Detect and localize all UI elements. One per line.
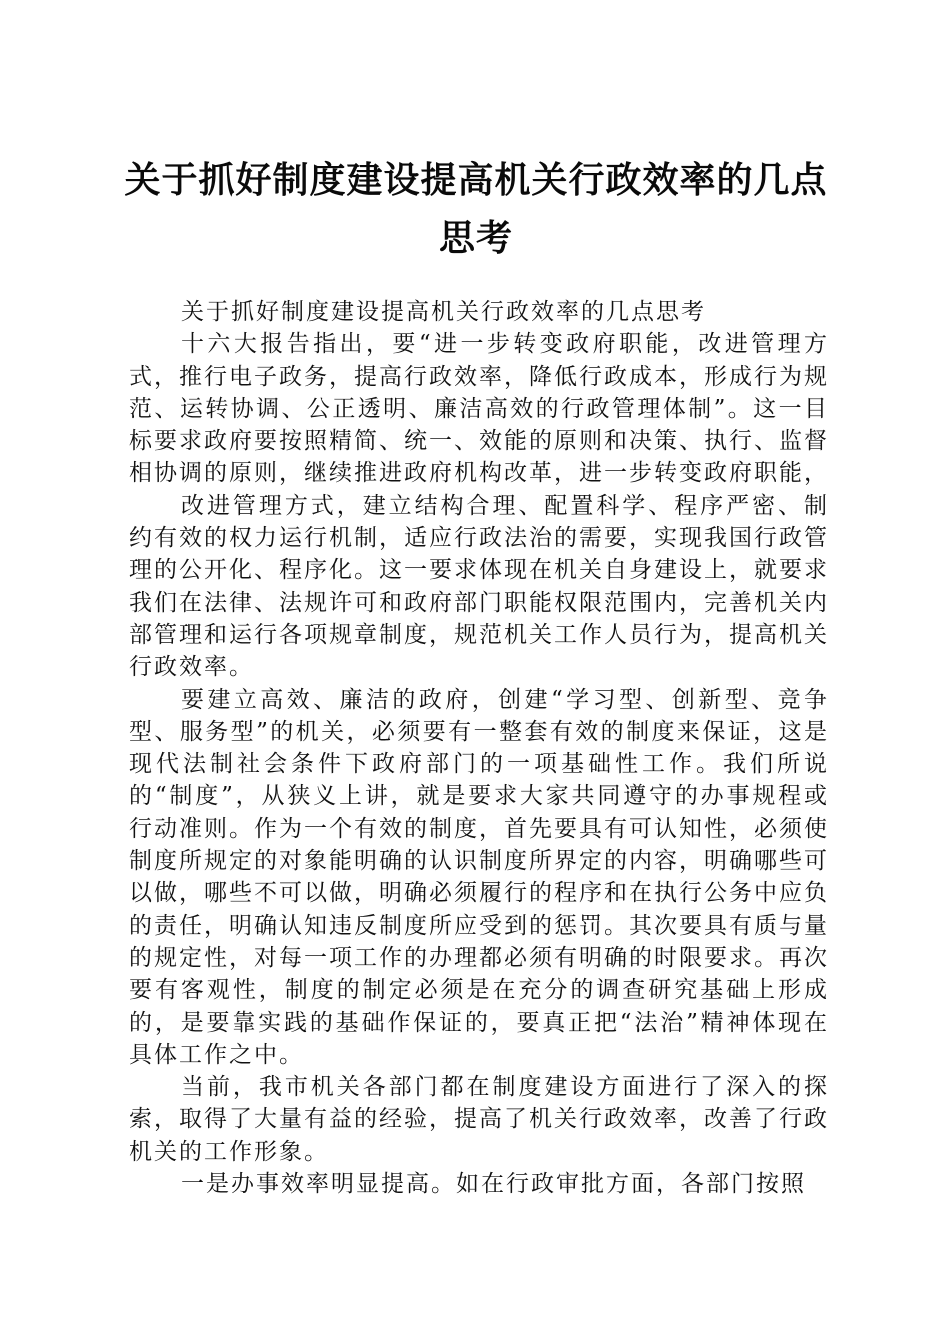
paragraph-4: 当前，我市机关各部门都在制度建设方面进行了深入的探索，取得了大量有益的经验，提高了机关行政效率，改善了行政机关的工作形象。 — [129, 1074, 829, 1165]
paragraph-subtitle: 关于抓好制度建设提高机关行政效率的几点思考 — [181, 299, 706, 325]
document-title: 关于抓好制度建设提高机关行政效率的几点思考 — [124, 160, 828, 259]
paragraph-1: 十六大报告指出，要“进一步转变政府职能，改进管理方式，推行电子政务，提高行政效率，降低行政成本，形成行为规范、运转协调、公正透明、廉洁高效的行政管理体制”。这一目标要求政府要按照精简、统一、效能的原则和决策、执行、监督相协调的原则，继续推进政府机构改革，进一步转变政府职能， — [129, 331, 829, 487]
paragraph-5: 一是办事效率明显提高。如在行政审批方面，各部门按照 — [181, 1171, 806, 1198]
paragraph-2: 改进管理方式，建立结构合理、配置科学、程序严密、制约有效的权力运行机制，适应行政法治的需要，实现我国行政管理的公开化、程序化。这一要求体现在机关自身建设上，就要求我们在法律、法规许可和政府部门职能权限范围内，完善机关内部管理和运行各项规章制度，规范机关工作人员行为，提高机关行政效率。 — [129, 492, 829, 681]
paragraph-3: 要建立高效、廉洁的政府，创建“学习型、创新型、竞争型、服务型”的机关，必须要有一整套有效的制度来保证，这是现代法制社会条件下政府部门的一项基础性工作。我们所说的“制度”，从狭义上讲，就是要求大家共同遵守的办事规程或行动准则。作为一个有效的制度，首先要具有可认知性，必须使制度所规定的对象能明确的认识制度所界定的内容，明确哪些可以做，哪些不可以做，明确必须履行的程序和在执行公务中应负的责任，明确认知违反制度所应受到的惩罚。其次要具有质与量的规定性，对每一项工作的办理都必须有明确的时限要求。再次要有客观性，制度的制定必须是在充分的调查研究基础上形成的，是要靠实践的基础作保证的，要真正把“法治”精神体现在具体工作之中。 — [129, 686, 829, 1068]
document-body — [129, 296, 829, 1200]
